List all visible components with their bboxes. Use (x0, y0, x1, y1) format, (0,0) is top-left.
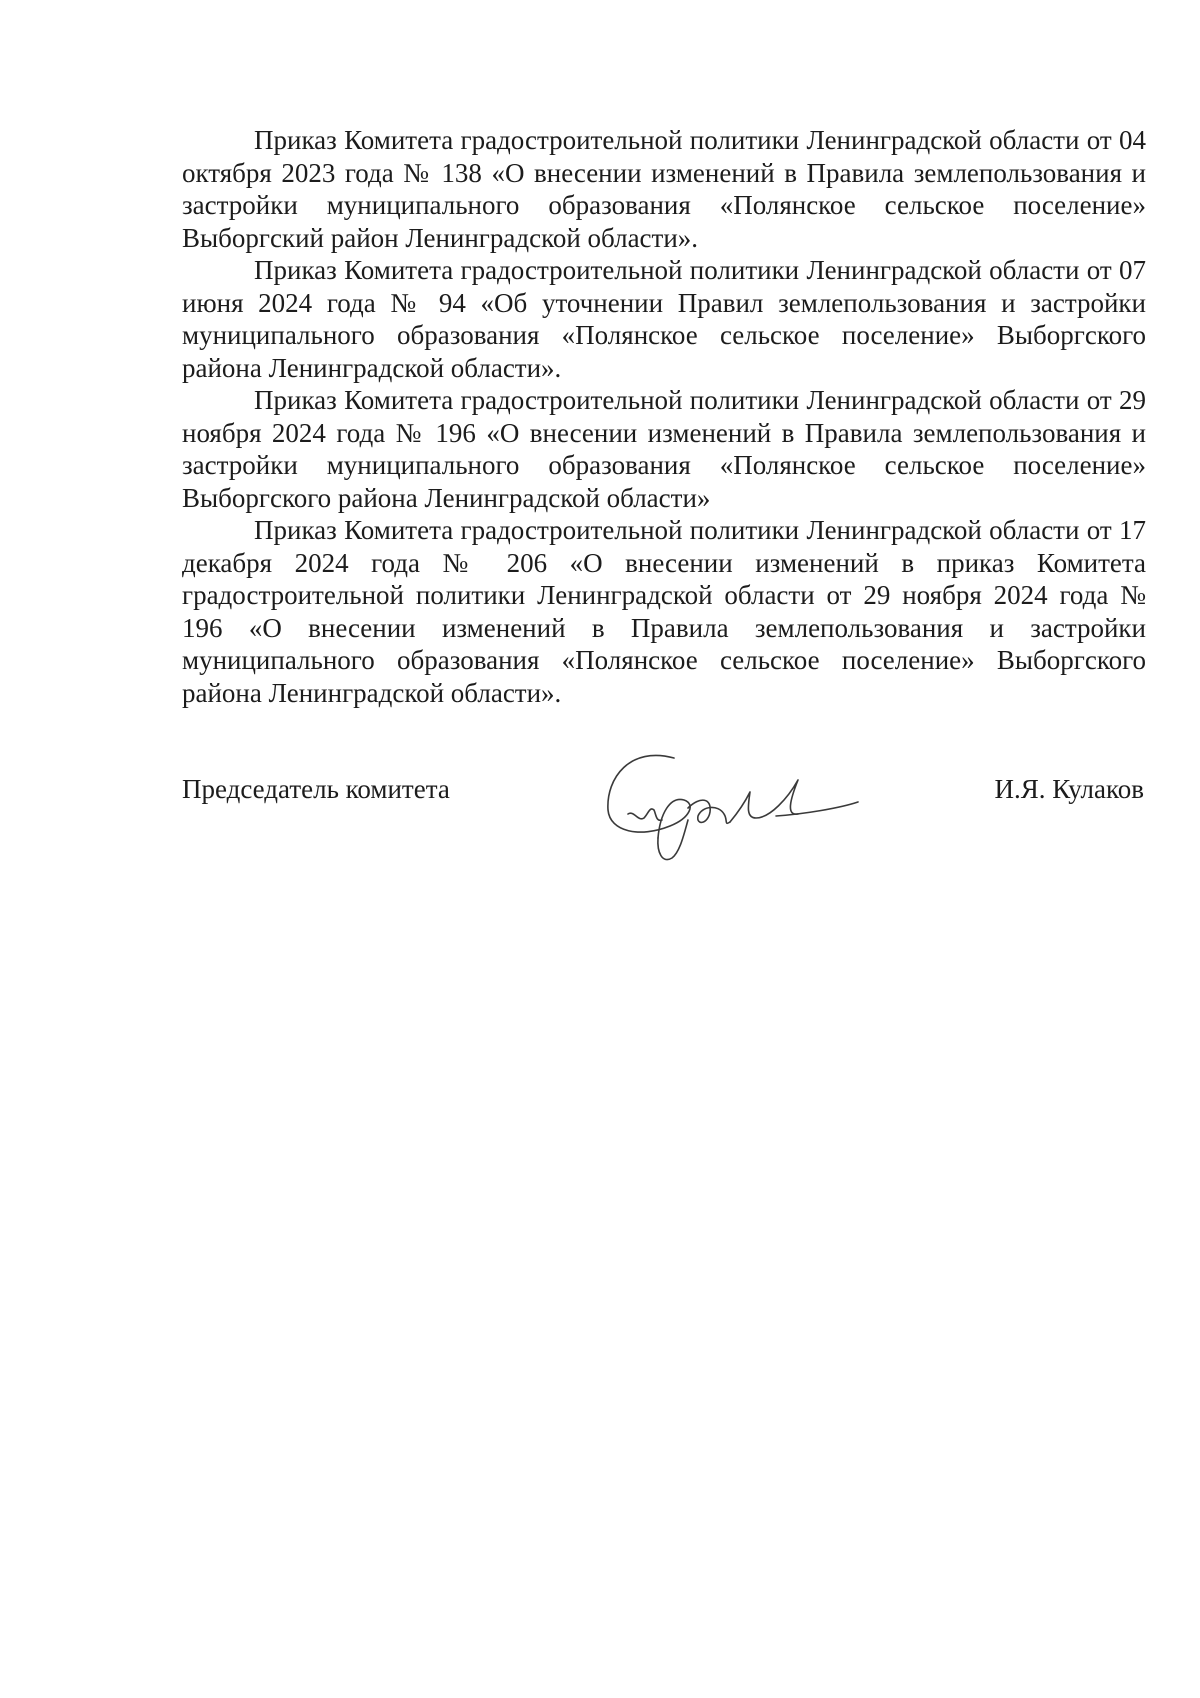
order-paragraph-4: Приказ Комитета градостроительной политики Ленинградской области от 17 декабря 2024 года № 206 «О внесении изменений в приказ Комитета градостроительной политики Ленинградской области от 29 ноября 2024 года № 196 «О внесении изменений в Правила землепользования и застройки муниципального образования «Полянское сельское поселение» Выборгского района Ленинградской области». (182, 515, 1146, 708)
signature-block (182, 748, 1144, 888)
signer-title: Председатель комитета (182, 774, 450, 804)
document-body (182, 124, 1146, 709)
order-paragraph-3: Приказ Комитета градостроительной политики Ленинградской области от 29 ноября 2024 года № 196 «О внесении изменений в Правила землепользования и застройки муниципального образования «Полянское сельское поселение» Выборгского района Ленинградской области» (182, 385, 1146, 513)
order-paragraph-2: Приказ Комитета градостроительной политики Ленинградской области от 07 июня 2024 года № 94 «Об уточнении Правил землепользования и застройки муниципального образования «Полянское сельское поселение» Выборгского района Ленинградской области». (182, 255, 1146, 383)
signature-icon (600, 748, 862, 868)
order-paragraph-1: Приказ Комитета градостроительной политики Ленинградской области от 04 октября 2023 года № 138 «О внесении изменений в Правила землепользования и застройки муниципального образования «Полянское сельское поселение» Выборгский район Ленинградской области». (182, 125, 1146, 253)
signer-name: И.Я. Кулаков (994, 774, 1144, 804)
